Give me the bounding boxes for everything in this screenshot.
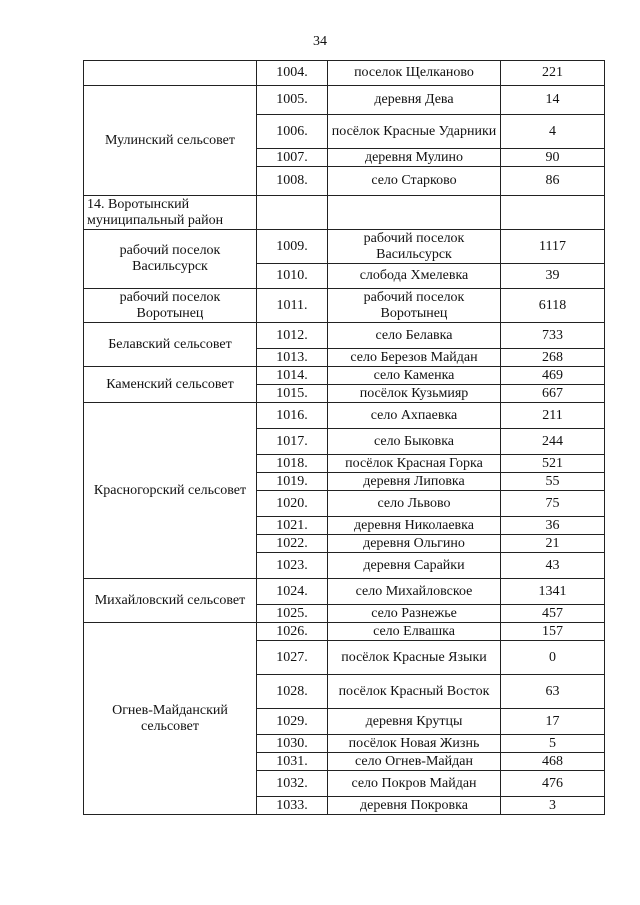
table-row bbox=[84, 86, 605, 115]
settlements-table bbox=[83, 60, 605, 815]
population-cell: 90 bbox=[501, 149, 605, 167]
population-cell: 469 bbox=[501, 367, 605, 385]
page-number: 34 bbox=[313, 34, 327, 49]
population-cell: 39 bbox=[501, 264, 605, 289]
population-cell: 21 bbox=[501, 535, 605, 553]
table-row bbox=[84, 289, 605, 323]
settlement-number-cell: 1007. bbox=[257, 149, 328, 167]
settlement-number-cell: 1010. bbox=[257, 264, 328, 289]
population-cell: 63 bbox=[501, 675, 605, 709]
municipality-cell: Белавский сельсовет bbox=[84, 323, 257, 367]
settlement-name-cell: село Березов Майдан bbox=[328, 349, 501, 367]
table-row bbox=[84, 623, 605, 641]
municipality-cell: рабочий поселок Васильсурск bbox=[84, 230, 257, 289]
population-cell: 14 bbox=[501, 86, 605, 115]
settlement-name-cell: село Старково bbox=[328, 167, 501, 196]
settlement-number-cell: 1021. bbox=[257, 517, 328, 535]
settlement-number-cell: 1024. bbox=[257, 579, 328, 605]
municipality-cell bbox=[84, 61, 257, 86]
settlement-name-cell: село Елвашка bbox=[328, 623, 501, 641]
settlement-number-cell: 1026. bbox=[257, 623, 328, 641]
settlement-number-cell: 1017. bbox=[257, 429, 328, 455]
population-cell: 1117 bbox=[501, 230, 605, 264]
settlement-name-cell: посёлок Красный Восток bbox=[328, 675, 501, 709]
settlement-name-cell: село Ахпаевка bbox=[328, 403, 501, 429]
settlement-name-cell: посёлок Красная Горка bbox=[328, 455, 501, 473]
population-cell: 468 bbox=[501, 753, 605, 771]
population-cell: 36 bbox=[501, 517, 605, 535]
settlement-number-cell: 1014. bbox=[257, 367, 328, 385]
population-cell: 6118 bbox=[501, 289, 605, 323]
population-cell: 667 bbox=[501, 385, 605, 403]
settlement-name-cell: посёлок Красные Ударники bbox=[328, 115, 501, 149]
population-cell: 733 bbox=[501, 323, 605, 349]
population-cell: 268 bbox=[501, 349, 605, 367]
district-header: 14. Воротынский муниципальный район bbox=[84, 196, 257, 230]
table-row bbox=[84, 367, 605, 385]
settlement-number-cell: 1022. bbox=[257, 535, 328, 553]
table-row bbox=[84, 196, 605, 230]
settlement-name-cell: село Михайловское bbox=[328, 579, 501, 605]
settlement-number-cell: 1029. bbox=[257, 709, 328, 735]
settlement-name-cell: деревня Крутцы bbox=[328, 709, 501, 735]
settlement-number-cell: 1018. bbox=[257, 455, 328, 473]
settlement-number-cell: 1006. bbox=[257, 115, 328, 149]
municipality-cell: Огнев-Майданский сельсовет bbox=[84, 623, 257, 815]
table-row bbox=[84, 230, 605, 264]
settlement-number-cell: 1027. bbox=[257, 641, 328, 675]
settlement-number-cell: 1004. bbox=[257, 61, 328, 86]
settlement-number-cell: 1031. bbox=[257, 753, 328, 771]
settlement-number-cell bbox=[257, 196, 328, 230]
settlement-name-cell: село Покров Майдан bbox=[328, 771, 501, 797]
population-cell: 3 bbox=[501, 797, 605, 815]
settlement-number-cell: 1020. bbox=[257, 491, 328, 517]
population-cell: 75 bbox=[501, 491, 605, 517]
population-cell: 55 bbox=[501, 473, 605, 491]
settlement-number-cell: 1025. bbox=[257, 605, 328, 623]
population-cell: 476 bbox=[501, 771, 605, 797]
settlement-name-cell: село Каменка bbox=[328, 367, 501, 385]
settlement-name-cell: посёлок Новая Жизнь bbox=[328, 735, 501, 753]
population-cell: 0 bbox=[501, 641, 605, 675]
municipality-cell: рабочий поселок Воротынец bbox=[84, 289, 257, 323]
municipality-cell: Красногорский сельсовет bbox=[84, 403, 257, 579]
municipality-cell: Каменский сельсовет bbox=[84, 367, 257, 403]
population-cell: 43 bbox=[501, 553, 605, 579]
settlement-number-cell: 1019. bbox=[257, 473, 328, 491]
population-cell: 211 bbox=[501, 403, 605, 429]
table-row bbox=[84, 579, 605, 605]
settlement-name-cell: село Огнев-Майдан bbox=[328, 753, 501, 771]
settlement-number-cell: 1033. bbox=[257, 797, 328, 815]
settlement-number-cell: 1005. bbox=[257, 86, 328, 115]
population-cell: 5 bbox=[501, 735, 605, 753]
settlement-name-cell: деревня Мулино bbox=[328, 149, 501, 167]
settlement-name-cell: деревня Николаевка bbox=[328, 517, 501, 535]
municipality-cell: Мулинский сельсовет bbox=[84, 86, 257, 196]
settlement-name-cell: поселок Щелканово bbox=[328, 61, 501, 86]
table-row bbox=[84, 61, 605, 86]
settlement-name-cell: деревня Ольгино bbox=[328, 535, 501, 553]
population-cell: 4 bbox=[501, 115, 605, 149]
settlement-name-cell: деревня Липовка bbox=[328, 473, 501, 491]
population-cell: 457 bbox=[501, 605, 605, 623]
population-cell: 1341 bbox=[501, 579, 605, 605]
settlement-number-cell: 1009. bbox=[257, 230, 328, 264]
population-cell: 86 bbox=[501, 167, 605, 196]
settlement-name-cell bbox=[328, 196, 501, 230]
population-cell: 157 bbox=[501, 623, 605, 641]
population-cell: 244 bbox=[501, 429, 605, 455]
settlement-name-cell: рабочий поселок Воротынец bbox=[328, 289, 501, 323]
table-row bbox=[84, 323, 605, 349]
settlement-name-cell: село Белавка bbox=[328, 323, 501, 349]
settlement-number-cell: 1013. bbox=[257, 349, 328, 367]
settlement-number-cell: 1028. bbox=[257, 675, 328, 709]
settlement-name-cell: посёлок Кузьмияр bbox=[328, 385, 501, 403]
settlement-name-cell: деревня Дева bbox=[328, 86, 501, 115]
settlement-number-cell: 1023. bbox=[257, 553, 328, 579]
settlement-name-cell: посёлок Красные Языки bbox=[328, 641, 501, 675]
settlement-name-cell: рабочий поселок Васильсурск bbox=[328, 230, 501, 264]
settlement-name-cell: слобода Хмелевка bbox=[328, 264, 501, 289]
population-cell: 17 bbox=[501, 709, 605, 735]
population-cell bbox=[501, 196, 605, 230]
settlement-name-cell: село Разнежье bbox=[328, 605, 501, 623]
settlement-number-cell: 1011. bbox=[257, 289, 328, 323]
table-row bbox=[84, 403, 605, 429]
population-cell: 221 bbox=[501, 61, 605, 86]
municipality-cell: Михайловский сельсовет bbox=[84, 579, 257, 623]
settlement-name-cell: село Быковка bbox=[328, 429, 501, 455]
settlement-number-cell: 1030. bbox=[257, 735, 328, 753]
settlement-name-cell: деревня Сарайки bbox=[328, 553, 501, 579]
settlement-name-cell: село Львово bbox=[328, 491, 501, 517]
settlement-number-cell: 1015. bbox=[257, 385, 328, 403]
population-cell: 521 bbox=[501, 455, 605, 473]
settlement-number-cell: 1032. bbox=[257, 771, 328, 797]
settlement-number-cell: 1012. bbox=[257, 323, 328, 349]
settlement-number-cell: 1016. bbox=[257, 403, 328, 429]
settlement-number-cell: 1008. bbox=[257, 167, 328, 196]
settlement-name-cell: деревня Покровка bbox=[328, 797, 501, 815]
